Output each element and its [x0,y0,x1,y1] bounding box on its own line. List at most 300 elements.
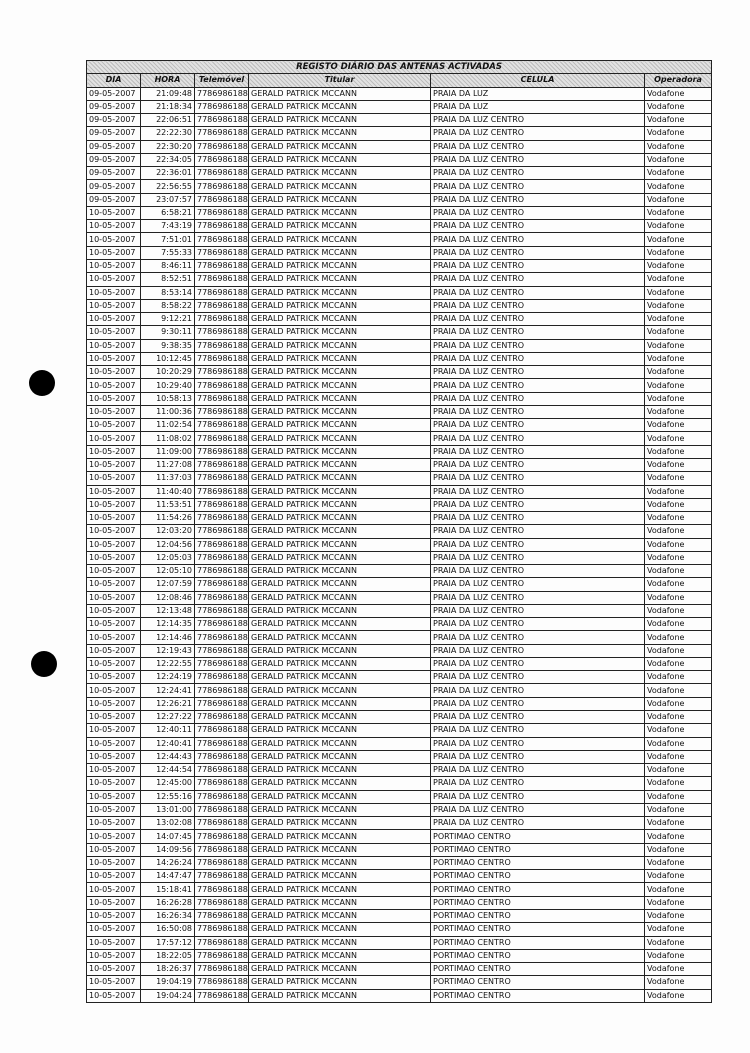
cell-dia: 10-05-2007 [87,777,141,790]
cell-celula: PRAIA DA LUZ CENTRO [431,273,645,286]
cell-dia: 10-05-2007 [87,618,141,631]
cell-celula: PRAIA DA LUZ CENTRO [431,352,645,365]
cell-hora: 17:57:12 [141,936,195,949]
cell-dia: 10-05-2007 [87,883,141,896]
cell-hora: 12:14:46 [141,631,195,644]
cell-titular: GERALD PATRICK MCCANN [249,896,431,909]
cell-titular: GERALD PATRICK MCCANN [249,392,431,405]
table-row [87,565,712,578]
cell-hora: 22:22:30 [141,127,195,140]
cell-dia: 10-05-2007 [87,233,141,246]
cell-operadora: Vodafone [645,472,712,485]
cell-celula: PORTIMAO CENTRO [431,830,645,843]
cell-operadora: Vodafone [645,366,712,379]
cell-titular: GERALD PATRICK MCCANN [249,883,431,896]
table-row [87,750,712,763]
cell-operadora: Vodafone [645,220,712,233]
cell-operadora: Vodafone [645,167,712,180]
cell-celula: PRAIA DA LUZ CENTRO [431,485,645,498]
cell-operadora: Vodafone [645,949,712,962]
cell-operadora: Vodafone [645,299,712,312]
cell-celula: PRAIA DA LUZ CENTRO [431,750,645,763]
cell-operadora: Vodafone [645,140,712,153]
cell-dia: 09-05-2007 [87,100,141,113]
cell-hora: 12:19:43 [141,644,195,657]
cell-celula: PORTIMAO CENTRO [431,936,645,949]
cell-operadora: Vodafone [645,843,712,856]
cell-celula: PRAIA DA LUZ CENTRO [431,313,645,326]
cell-titular: GERALD PATRICK MCCANN [249,366,431,379]
cell-operadora: Vodafone [645,923,712,936]
cell-dia: 10-05-2007 [87,299,141,312]
cell-operadora: Vodafone [645,498,712,511]
cell-hora: 11:09:00 [141,445,195,458]
antenna-register-table [86,60,712,1003]
cell-dia: 10-05-2007 [87,657,141,670]
cell-hora: 18:26:37 [141,963,195,976]
cell-dia: 10-05-2007 [87,604,141,617]
table-row [87,472,712,485]
cell-hora: 22:34:05 [141,153,195,166]
cell-celula: PRAIA DA LUZ CENTRO [431,233,645,246]
cell-celula: PRAIA DA LUZ CENTRO [431,525,645,538]
cell-operadora: Vodafone [645,193,712,206]
cell-titular: GERALD PATRICK MCCANN [249,379,431,392]
cell-dia: 09-05-2007 [87,87,141,100]
cell-celula: PRAIA DA LUZ CENTRO [431,432,645,445]
cell-telemovel: 7786986188 [195,711,249,724]
cell-telemovel: 7786986188 [195,299,249,312]
cell-celula: PORTIMAO CENTRO [431,870,645,883]
cell-hora: 10:12:45 [141,352,195,365]
cell-titular: GERALD PATRICK MCCANN [249,326,431,339]
table-row [87,140,712,153]
cell-titular: GERALD PATRICK MCCANN [249,817,431,830]
cell-celula: PORTIMAO CENTRO [431,896,645,909]
cell-hora: 7:55:33 [141,246,195,259]
cell-celula: PRAIA DA LUZ CENTRO [431,790,645,803]
cell-celula: PRAIA DA LUZ [431,87,645,100]
cell-hora: 19:04:24 [141,989,195,1002]
cell-operadora: Vodafone [645,790,712,803]
cell-titular: GERALD PATRICK MCCANN [249,910,431,923]
cell-dia: 10-05-2007 [87,259,141,272]
cell-hora: 12:05:10 [141,565,195,578]
cell-celula: PRAIA DA LUZ CENTRO [431,578,645,591]
cell-hora: 13:01:00 [141,803,195,816]
cell-titular: GERALD PATRICK MCCANN [249,671,431,684]
cell-titular: GERALD PATRICK MCCANN [249,976,431,989]
cell-titular: GERALD PATRICK MCCANN [249,711,431,724]
cell-telemovel: 7786986188 [195,989,249,1002]
cell-titular: GERALD PATRICK MCCANN [249,246,431,259]
table-row [87,910,712,923]
table-row [87,644,712,657]
cell-celula: PORTIMAO CENTRO [431,949,645,962]
cell-dia: 10-05-2007 [87,591,141,604]
table-row [87,379,712,392]
table-row [87,697,712,710]
cell-telemovel: 7786986188 [195,870,249,883]
cell-celula: PRAIA DA LUZ CENTRO [431,259,645,272]
cell-titular: GERALD PATRICK MCCANN [249,313,431,326]
cell-hora: 14:07:45 [141,830,195,843]
cell-telemovel: 7786986188 [195,856,249,869]
cell-operadora: Vodafone [645,87,712,100]
cell-titular: GERALD PATRICK MCCANN [249,485,431,498]
cell-hora: 22:30:20 [141,140,195,153]
cell-dia: 09-05-2007 [87,140,141,153]
cell-hora: 11:02:54 [141,419,195,432]
cell-operadora: Vodafone [645,856,712,869]
cell-titular: GERALD PATRICK MCCANN [249,591,431,604]
cell-titular: GERALD PATRICK MCCANN [249,538,431,551]
table-row [87,366,712,379]
cell-dia: 10-05-2007 [87,458,141,471]
cell-operadora: Vodafone [645,127,712,140]
cell-titular: GERALD PATRICK MCCANN [249,803,431,816]
cell-operadora: Vodafone [645,485,712,498]
cell-titular: GERALD PATRICK MCCANN [249,750,431,763]
cell-hora: 8:52:51 [141,273,195,286]
cell-dia: 10-05-2007 [87,432,141,445]
cell-celula: PORTIMAO CENTRO [431,963,645,976]
cell-operadora: Vodafone [645,963,712,976]
cell-celula: PRAIA DA LUZ CENTRO [431,206,645,219]
cell-operadora: Vodafone [645,883,712,896]
cell-celula: PRAIA DA LUZ CENTRO [431,339,645,352]
cell-hora: 11:53:51 [141,498,195,511]
cell-hora: 12:55:16 [141,790,195,803]
cell-dia: 10-05-2007 [87,445,141,458]
cell-dia: 10-05-2007 [87,472,141,485]
table-row [87,989,712,1002]
cell-operadora: Vodafone [645,671,712,684]
cell-telemovel: 7786986188 [195,339,249,352]
cell-celula: PRAIA DA LUZ CENTRO [431,458,645,471]
cell-hora: 7:51:01 [141,233,195,246]
cell-operadora: Vodafone [645,153,712,166]
cell-telemovel: 7786986188 [195,896,249,909]
cell-telemovel: 7786986188 [195,419,249,432]
cell-telemovel: 7786986188 [195,777,249,790]
cell-telemovel: 7786986188 [195,220,249,233]
cell-celula: PRAIA DA LUZ CENTRO [431,299,645,312]
cell-hora: 11:37:03 [141,472,195,485]
table-row [87,883,712,896]
cell-hora: 10:20:29 [141,366,195,379]
cell-hora: 23:07:57 [141,193,195,206]
cell-titular: GERALD PATRICK MCCANN [249,419,431,432]
table-row [87,313,712,326]
cell-operadora: Vodafone [645,405,712,418]
cell-dia: 09-05-2007 [87,153,141,166]
col-header-dia: DIA [87,74,141,87]
cell-celula: PORTIMAO CENTRO [431,923,645,936]
table-row [87,153,712,166]
table-row [87,286,712,299]
cell-dia: 10-05-2007 [87,830,141,843]
cell-telemovel: 7786986188 [195,273,249,286]
cell-celula: PRAIA DA LUZ CENTRO [431,153,645,166]
cell-telemovel: 7786986188 [195,366,249,379]
cell-titular: GERALD PATRICK MCCANN [249,458,431,471]
cell-hora: 10:58:13 [141,392,195,405]
cell-telemovel: 7786986188 [195,206,249,219]
cell-operadora: Vodafone [645,750,712,763]
table-row [87,684,712,697]
table-row [87,392,712,405]
cell-operadora: Vodafone [645,206,712,219]
cell-dia: 10-05-2007 [87,936,141,949]
cell-telemovel: 7786986188 [195,193,249,206]
cell-telemovel: 7786986188 [195,565,249,578]
table-row [87,870,712,883]
cell-telemovel: 7786986188 [195,458,249,471]
cell-titular: GERALD PATRICK MCCANN [249,87,431,100]
cell-hora: 21:09:48 [141,87,195,100]
cell-titular: GERALD PATRICK MCCANN [249,498,431,511]
cell-operadora: Vodafone [645,830,712,843]
cell-titular: GERALD PATRICK MCCANN [249,737,431,750]
cell-titular: GERALD PATRICK MCCANN [249,936,431,949]
cell-titular: GERALD PATRICK MCCANN [249,127,431,140]
cell-dia: 10-05-2007 [87,326,141,339]
cell-celula: PRAIA DA LUZ CENTRO [431,180,645,193]
cell-celula: PRAIA DA LUZ CENTRO [431,445,645,458]
table-row [87,764,712,777]
cell-celula: PORTIMAO CENTRO [431,976,645,989]
cell-telemovel: 7786986188 [195,949,249,962]
cell-telemovel: 7786986188 [195,233,249,246]
cell-titular: GERALD PATRICK MCCANN [249,777,431,790]
cell-hora: 22:06:51 [141,114,195,127]
cell-telemovel: 7786986188 [195,591,249,604]
cell-dia: 10-05-2007 [87,803,141,816]
cell-titular: GERALD PATRICK MCCANN [249,445,431,458]
cell-dia: 09-05-2007 [87,167,141,180]
table-row [87,578,712,591]
cell-telemovel: 7786986188 [195,87,249,100]
cell-operadora: Vodafone [645,445,712,458]
cell-telemovel: 7786986188 [195,140,249,153]
cell-dia: 10-05-2007 [87,631,141,644]
table-row [87,193,712,206]
cell-titular: GERALD PATRICK MCCANN [249,565,431,578]
cell-dia: 09-05-2007 [87,127,141,140]
cell-dia: 10-05-2007 [87,352,141,365]
register-title: REGISTO DIÁRIO DAS ANTENAS ACTIVADAS [87,61,712,74]
cell-telemovel: 7786986188 [195,644,249,657]
table-row [87,220,712,233]
table-row [87,737,712,750]
cell-hora: 12:24:19 [141,671,195,684]
table-row [87,551,712,564]
cell-celula: PRAIA DA LUZ CENTRO [431,711,645,724]
cell-dia: 10-05-2007 [87,697,141,710]
table-row [87,326,712,339]
cell-dia: 10-05-2007 [87,525,141,538]
cell-celula: PRAIA DA LUZ CENTRO [431,671,645,684]
table-row [87,273,712,286]
cell-titular: GERALD PATRICK MCCANN [249,618,431,631]
cell-telemovel: 7786986188 [195,472,249,485]
cell-titular: GERALD PATRICK MCCANN [249,273,431,286]
cell-operadora: Vodafone [645,976,712,989]
table-row [87,843,712,856]
table-row [87,87,712,100]
cell-telemovel: 7786986188 [195,684,249,697]
cell-telemovel: 7786986188 [195,153,249,166]
cell-dia: 10-05-2007 [87,313,141,326]
table-row [87,339,712,352]
cell-titular: GERALD PATRICK MCCANN [249,259,431,272]
cell-titular: GERALD PATRICK MCCANN [249,631,431,644]
table-row [87,618,712,631]
cell-celula: PRAIA DA LUZ CENTRO [431,591,645,604]
cell-hora: 12:24:41 [141,684,195,697]
cell-titular: GERALD PATRICK MCCANN [249,153,431,166]
cell-celula: PRAIA DA LUZ CENTRO [431,604,645,617]
cell-operadora: Vodafone [645,339,712,352]
cell-operadora: Vodafone [645,697,712,710]
cell-telemovel: 7786986188 [195,604,249,617]
cell-hora: 12:40:11 [141,724,195,737]
cell-dia: 10-05-2007 [87,286,141,299]
cell-celula: PRAIA DA LUZ CENTRO [431,512,645,525]
cell-telemovel: 7786986188 [195,259,249,272]
cell-operadora: Vodafone [645,817,712,830]
cell-telemovel: 7786986188 [195,445,249,458]
cell-dia: 10-05-2007 [87,764,141,777]
cell-operadora: Vodafone [645,525,712,538]
cell-hora: 12:22:55 [141,657,195,670]
cell-dia: 10-05-2007 [87,538,141,551]
cell-titular: GERALD PATRICK MCCANN [249,233,431,246]
cell-celula: PRAIA DA LUZ CENTRO [431,803,645,816]
table-row [87,830,712,843]
cell-operadora: Vodafone [645,803,712,816]
cell-operadora: Vodafone [645,326,712,339]
cell-telemovel: 7786986188 [195,963,249,976]
cell-dia: 10-05-2007 [87,339,141,352]
table-row [87,711,712,724]
cell-dia: 10-05-2007 [87,870,141,883]
cell-operadora: Vodafone [645,737,712,750]
cell-telemovel: 7786986188 [195,286,249,299]
cell-operadora: Vodafone [645,644,712,657]
cell-titular: GERALD PATRICK MCCANN [249,724,431,737]
cell-celula: PRAIA DA LUZ CENTRO [431,246,645,259]
cell-telemovel: 7786986188 [195,830,249,843]
cell-telemovel: 7786986188 [195,631,249,644]
cell-hora: 21:18:34 [141,100,195,113]
cell-hora: 12:44:54 [141,764,195,777]
table-row [87,100,712,113]
cell-hora: 9:30:11 [141,326,195,339]
cell-titular: GERALD PATRICK MCCANN [249,657,431,670]
table-row [87,923,712,936]
cell-celula: PRAIA DA LUZ CENTRO [431,697,645,710]
cell-celula: PRAIA DA LUZ CENTRO [431,286,645,299]
cell-operadora: Vodafone [645,777,712,790]
cell-celula: PORTIMAO CENTRO [431,843,645,856]
cell-operadora: Vodafone [645,538,712,551]
cell-dia: 10-05-2007 [87,379,141,392]
table-row [87,233,712,246]
cell-telemovel: 7786986188 [195,167,249,180]
table-row [87,896,712,909]
table-row [87,538,712,551]
cell-dia: 10-05-2007 [87,989,141,1002]
table-row [87,419,712,432]
cell-operadora: Vodafone [645,896,712,909]
table-row [87,246,712,259]
cell-titular: GERALD PATRICK MCCANN [249,870,431,883]
cell-titular: GERALD PATRICK MCCANN [249,206,431,219]
cell-celula: PRAIA DA LUZ CENTRO [431,472,645,485]
cell-titular: GERALD PATRICK MCCANN [249,193,431,206]
table-row [87,512,712,525]
cell-hora: 10:29:40 [141,379,195,392]
cell-celula: PRAIA DA LUZ CENTRO [431,737,645,750]
cell-telemovel: 7786986188 [195,737,249,750]
cell-telemovel: 7786986188 [195,923,249,936]
cell-operadora: Vodafone [645,313,712,326]
cell-titular: GERALD PATRICK MCCANN [249,299,431,312]
cell-dia: 10-05-2007 [87,512,141,525]
table-row [87,790,712,803]
cell-telemovel: 7786986188 [195,551,249,564]
cell-dia: 10-05-2007 [87,923,141,936]
cell-telemovel: 7786986188 [195,485,249,498]
cell-titular: GERALD PATRICK MCCANN [249,644,431,657]
cell-celula: PRAIA DA LUZ CENTRO [431,684,645,697]
cell-celula: PORTIMAO CENTRO [431,883,645,896]
cell-telemovel: 7786986188 [195,100,249,113]
cell-telemovel: 7786986188 [195,936,249,949]
cell-operadora: Vodafone [645,711,712,724]
cell-hora: 12:08:46 [141,591,195,604]
table-row [87,432,712,445]
cell-dia: 10-05-2007 [87,644,141,657]
cell-titular: GERALD PATRICK MCCANN [249,472,431,485]
table-row [87,405,712,418]
cell-celula: PRAIA DA LUZ CENTRO [431,618,645,631]
cell-titular: GERALD PATRICK MCCANN [249,684,431,697]
table-row [87,458,712,471]
cell-dia: 10-05-2007 [87,392,141,405]
cell-telemovel: 7786986188 [195,764,249,777]
cell-titular: GERALD PATRICK MCCANN [249,856,431,869]
cell-hora: 14:26:24 [141,856,195,869]
cell-titular: GERALD PATRICK MCCANN [249,525,431,538]
cell-operadora: Vodafone [645,764,712,777]
cell-telemovel: 7786986188 [195,671,249,684]
table-row [87,299,712,312]
cell-titular: GERALD PATRICK MCCANN [249,220,431,233]
col-header-telemovel: Telemóvel [195,74,249,87]
cell-dia: 10-05-2007 [87,671,141,684]
cell-titular: GERALD PATRICK MCCANN [249,923,431,936]
cell-telemovel: 7786986188 [195,127,249,140]
cell-hora: 12:27:22 [141,711,195,724]
cell-hora: 9:38:35 [141,339,195,352]
cell-telemovel: 7786986188 [195,498,249,511]
cell-dia: 10-05-2007 [87,246,141,259]
cell-dia: 10-05-2007 [87,737,141,750]
cell-celula: PRAIA DA LUZ CENTRO [431,657,645,670]
